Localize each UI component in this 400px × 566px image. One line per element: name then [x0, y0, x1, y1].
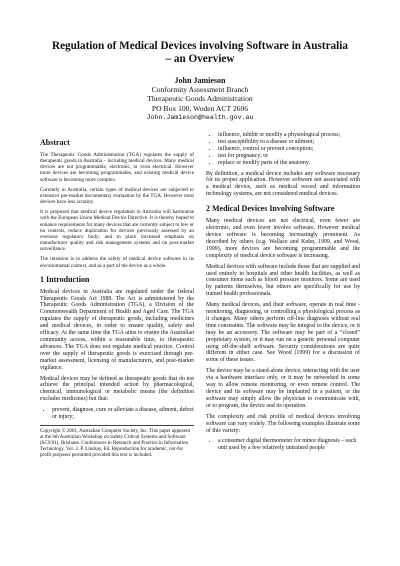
paper-title — [40, 40, 360, 66]
abstract — [40, 152, 194, 269]
bullet-item: • test for pregnancy; or — [218, 153, 360, 160]
bullet-item: • prevent, diagnose, cure or alleviate a disease, ailment, defect or injury; — [52, 407, 194, 421]
right-column-body — [206, 132, 360, 452]
copyright-footnote: Copyright © 2001, Australian Computer Society, Inc. This paper appeared at the 6th Australian Workshop on Safety Critical Systems and Software (SCS'01), Brisbane. Conferences in Research and Practice in Information Technology, Vol. 3. P. Lindsay, Ed. Reproduction for academic, not-for profit purposes permitted provided this text is included. — [40, 425, 194, 458]
abstract-paragraph: The intention is to address the safety of medical device software in its environmental context, and as a part of the device as a whole. — [40, 256, 194, 269]
section-1-heading: 1 Introduction — [40, 274, 90, 284]
bullet-item: • influence, control or prevent conception; — [218, 146, 360, 153]
author-address: PO Box 100, Woden ACT 2606 — [151, 103, 249, 113]
author-email[interactable]: John.Jamieson@health.gov.au — [146, 113, 254, 121]
bullet-item: • test susceptibility to a disease or ailment; — [218, 139, 360, 146]
abstract-paragraph: The Therapeutic Goods Administration (TGA) regulates the supply of therapeutic goods in Australia – including medical devices. Many medical devices are not programmable, electronic, or even electrical. However more devices are becoming programmable, and existing medical device software is becoming more complex. — [40, 152, 194, 183]
author-org: Therapeutic Goods Administration — [147, 94, 253, 104]
left-column — [40, 132, 194, 458]
title-line-1: Regulation of Medical Devices involving Software in Australia — [52, 40, 348, 52]
section-2-paragraph: Medical devices with software include those that are supplied and used entirely in hospitals and other health facilities, as well as consumer items such as blood pressure monitors. Some are used by patients themselves, but others are specifically for use by trained health professionals. — [206, 263, 360, 298]
author-branch: Conformity Assessment Branch — [151, 85, 249, 95]
title-line-2: – an Overview — [165, 53, 235, 65]
definition-bullets-left — [40, 407, 194, 421]
intro-paragraph: Medical devices may be defined as therapeutic goods that do not achieve the principal intended action by pharmacological, chemical, immunological or metabolic means (the definition excludes medicines) but that: — [40, 375, 194, 403]
examples-bullets — [206, 438, 360, 452]
section-2-paragraph: The device may be a stand-alone device, interacting with the user via a hardware interface only, or it may be networked in some way to allow remote monitoring, or even remote control. The device and its software may be implanted in a patient, or the software may simply allow the physician to communicate with, or to program, the device and its operation. — [206, 368, 360, 409]
section-2-paragraph: Many medical devices are not electrical, even fewer are electronic, and even fewer involve software. However medical device software is becoming increasingly prominent. As described by others (e.g. Wallace and Kuhn, 1999, and Wood, 1999), more devices are becoming programmable and the complexity of medical device software is increasing. — [206, 218, 360, 259]
bullet-item: • a consumer digital thermometer for minor diagnosis – each unit used by a few relatively untrained people — [218, 438, 360, 452]
two-column-body — [40, 132, 360, 458]
right-column — [206, 132, 360, 458]
author-name: John Jamieson — [174, 76, 226, 85]
author-block — [40, 76, 360, 122]
section-1 — [40, 289, 194, 421]
abstract-paragraph: It is proposed that medical device regulation in Australia will harmonise with the European Union Medical Device Directive. It is thereby hoped to enhance requirements for many devices that are currently subject to few or no controls, reduce duplication for devices previously assessed by an overseas regulatory body; and to place increased emphasis on manufacturer quality and risk management systems and on post-market surveillance. — [40, 209, 194, 253]
bullet-item: • influence, inhibit or modify a physiological process; — [218, 132, 360, 139]
definition-paragraph: By definition, a medical device includes any software necessary for its proper application. However software not associated with a medical device, such as medical record and information technology systems, are not considered medical devices. — [206, 170, 360, 198]
definition-bullets-right — [206, 132, 360, 167]
section-2-heading: 2 Medical Devices Involving Software — [206, 204, 335, 214]
intro-paragraph: Medical devices in Australia are regulated under the federal Therapeutic Goods Act 1989. The Act is administered by the Therapeutic Goods Administration (TGA), a Division of the Commonwealth Department of Health and Aged Care. The TGA regulates the supply of therapeutic goods, including medicines and medical devices, in order to ensure quality, safety and efficacy. At the same time the TGA aims to ensure the Australian community access, within a reasonable time, to therapeutic advances. The TGA does not regulate medical practice. Control over the supply of therapeutic goods is exercised through pre-market assessment, licensing of manufacturers, and post-market vigilance. — [40, 288, 194, 371]
abstract-heading: Abstract — [40, 138, 70, 148]
section-2-paragraph: The complexity and risk profile of medical devices involving software can vary widely. The following examples illustrate some of this variety: — [206, 413, 360, 434]
section-2-paragraph: Many medical devices, and their software, operate in real time - monitoring, diagnosing, or controlling a physiological process as it changes. Many others perform off-line diagnosis without real time constraints. The software may be integral to the device, or it may be an accessory. The software may be part of a “closed” proprietary system, or it may run on a generic personal computer using off-the-shelf software. Security considerations are quite different in either case. See Wood (1999) for a discussion of some of these issues. — [206, 302, 360, 364]
bullet-item: • replace or modify parts of the anatomy. — [218, 160, 360, 167]
abstract-paragraph: Currently in Australia, certain types of medical devices are subjected to extensive pre-market documentary evaluation by the TGA. However most devices have less scrutiny. — [40, 186, 194, 206]
